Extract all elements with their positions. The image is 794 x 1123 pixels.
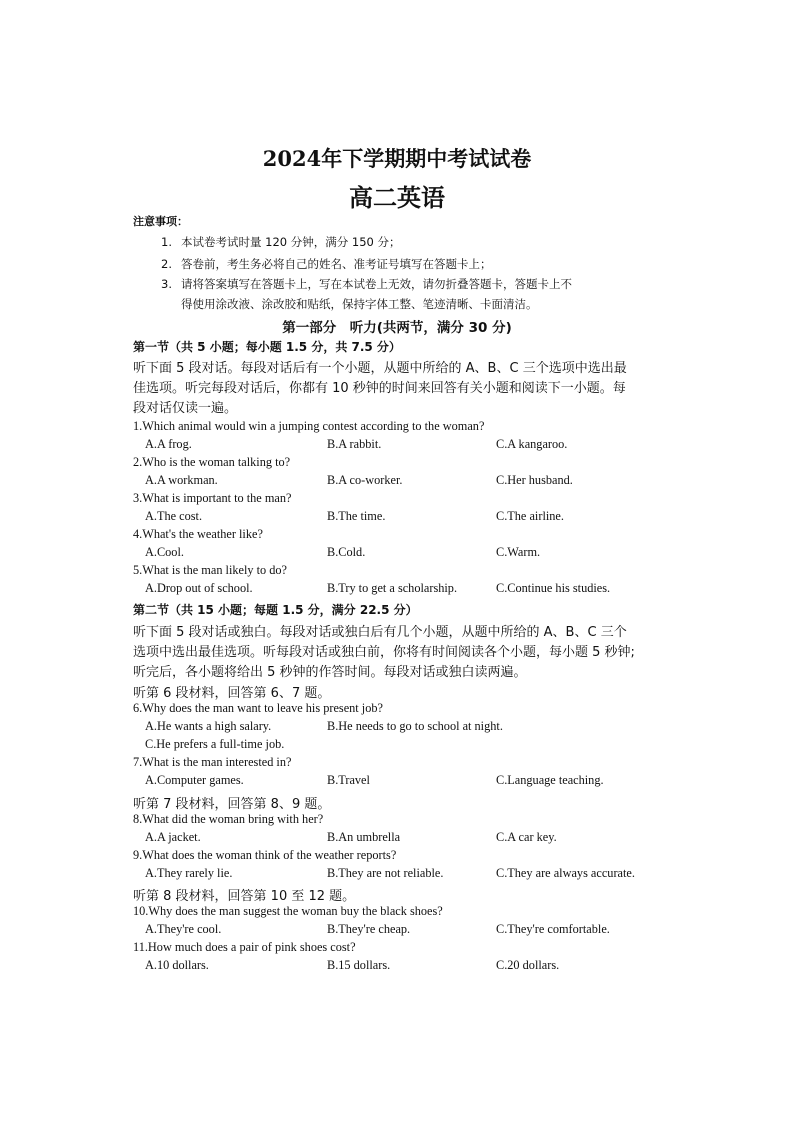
- question-stem: 1.Which animal would win a jumping contest according to the woman?: [133, 419, 485, 433]
- option-b: B.They are not reliable.: [327, 866, 444, 880]
- option-b: B.He needs to go to school at night.: [327, 719, 503, 733]
- option-c: C.Language teaching.: [496, 773, 604, 787]
- group-instruction: 听第 8 段材料，回答第 10 至 12 题。: [133, 889, 356, 904]
- notice-item-1: 1. 本试卷考试时量 120 分钟，满分 150 分；: [161, 235, 401, 249]
- section1-instruction-line: 佳选项。听完每段对话后，你都有 10 秒钟的时间来回答有关小题和阅读下一小题。每: [133, 381, 626, 396]
- notice-item-3-cont: 得使用涂改液、涂改胶和贴纸，保持字体工整、笔迹清晰、卡面清洁。: [181, 297, 538, 311]
- option-a: A.He wants a high salary.: [145, 719, 272, 733]
- question-stem: 8.What did the woman bring with her?: [133, 812, 324, 826]
- option-a: A.Computer games.: [145, 773, 244, 787]
- option-a: A.The cost.: [145, 509, 203, 523]
- option-b: B.A co-worker.: [327, 473, 403, 487]
- option-a: A.Drop out of school.: [145, 581, 253, 595]
- option-c: C.The airline.: [496, 509, 564, 523]
- question-stem: 3.What is important to the man?: [133, 491, 292, 505]
- option-b: B.Travel: [327, 773, 370, 787]
- option-b: B.The time.: [327, 509, 386, 523]
- option-a: A.Cool.: [145, 545, 184, 559]
- option-c: C.A car key.: [496, 830, 557, 844]
- option-b: B.15 dollars.: [327, 958, 391, 972]
- section1-heading: 第一节（共 5 小题；每小题 1.5 分，共 7.5 分）: [133, 340, 401, 354]
- question-stem: 9.What does the woman think of the weather reports?: [133, 848, 397, 862]
- notice-heading: 注意事项：: [133, 215, 188, 228]
- option-c: C.Warm.: [496, 545, 541, 559]
- section2-heading: 第二节（共 15 小题；每题 1.5 分，满分 22.5 分）: [133, 603, 418, 617]
- notice-item-3: 3. 请将答案填写在答题卡上，写在本试卷上无效，请勿折叠答题卡，答题卡上不: [161, 277, 572, 291]
- option-c: C.A kangaroo.: [496, 437, 568, 451]
- option-c: C.20 dollars.: [496, 958, 560, 972]
- section2-instruction-line: 听完后，各小题将给出 5 秒钟的作答时间。每段对话或独白读两遍。: [133, 665, 527, 680]
- question-stem: 6.Why does the man want to leave his present job?: [133, 701, 383, 715]
- option-b: B.Cold.: [327, 545, 366, 559]
- notice-item-2: 2. 答卷前，考生务必将自己的姓名、准考证号填写在答题卡上；: [161, 257, 492, 271]
- section1-instruction-line: 听下面 5 段对话。每段对话后有一个小题，从题中所给的 A、B、C 三个选项中选出最: [133, 361, 627, 376]
- group-instruction: 听第 6 段材料，回答第 6、7 题。: [133, 686, 331, 701]
- part1-title: 第一部分 听力(共两节，满分 30 分): [282, 320, 512, 336]
- option-a: A.10 dollars.: [145, 958, 209, 972]
- option-b: B.A rabbit.: [327, 437, 382, 451]
- option-b: B.Try to get a scholarship.: [327, 581, 458, 595]
- question-stem: 2.Who is the woman talking to?: [133, 455, 291, 469]
- question-stem: 10.Why does the man suggest the woman buy the black shoes?: [133, 904, 443, 918]
- option-a: A.They're cool.: [145, 922, 222, 936]
- section1-instruction-line: 段对话仅读一遍。: [133, 401, 238, 416]
- option-b: B.They're cheap.: [327, 922, 411, 936]
- section2-instruction-line: 选项中选出最佳选项。听每段对话或独白前，你将有时间阅读各个小题，每小题 5 秒钟;: [133, 645, 635, 660]
- option-c: C.They're comfortable.: [496, 922, 610, 936]
- option-a: A.A workman.: [145, 473, 218, 487]
- question-stem: 7.What is the man interested in?: [133, 755, 292, 769]
- option-c: C.Her husband.: [496, 473, 573, 487]
- section2-instruction-line: 听下面 5 段对话或独白。每段对话或独白后有几个小题，从题中所给的 A、B、C 三个: [133, 625, 627, 640]
- option-a: A.A jacket.: [145, 830, 201, 844]
- option-b: B.An umbrella: [327, 830, 401, 844]
- option-a: A.They rarely lie.: [145, 866, 233, 880]
- question-stem: 4.What's the weather like?: [133, 527, 263, 541]
- group-instruction: 听第 7 段材料，回答第 8、9 题。: [133, 797, 331, 812]
- option-a: A.A frog.: [145, 437, 192, 451]
- exam-subject: 高二英语: [349, 183, 445, 212]
- exam-title: 2024年下学期期中考试试卷: [262, 146, 532, 171]
- option-c: C.Continue his studies.: [496, 581, 611, 595]
- option-c: C.They are always accurate.: [496, 866, 635, 880]
- question-stem: 5.What is the man likely to do?: [133, 563, 288, 577]
- question-stem: 11.How much does a pair of pink shoes cost?: [133, 940, 356, 954]
- option-c: C.He prefers a full-time job.: [145, 737, 285, 751]
